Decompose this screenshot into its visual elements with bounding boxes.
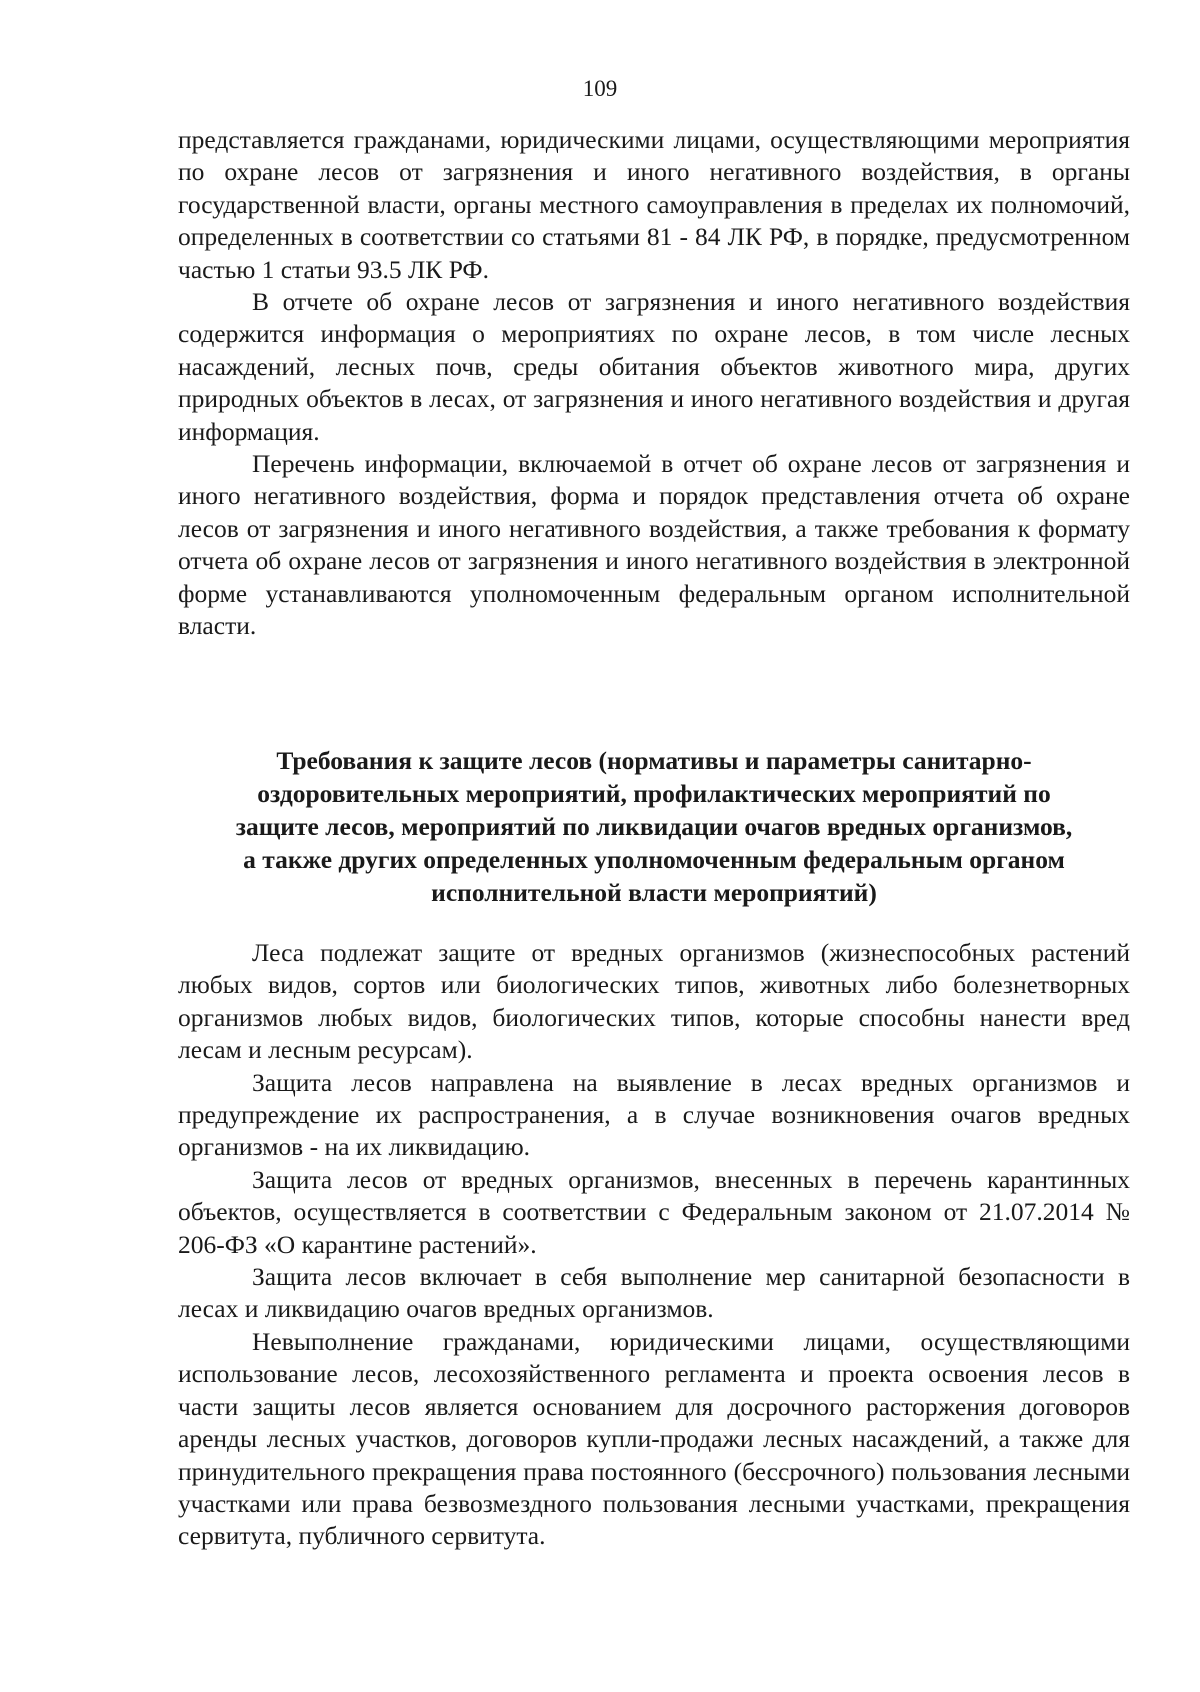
heading-line: а также других определенных уполномоченным федеральным органом <box>243 845 1065 874</box>
section-heading <box>178 744 1130 909</box>
text-section-1 <box>178 124 1130 643</box>
paragraph-quarantine: Защита лесов от вредных организмов, внесенных в перечень карантинных объектов, осуществляется в соответствии с Федеральным законом от 21.07.2014 № 206-ФЗ «О карантине растений». <box>178 1164 1130 1259</box>
paragraph-report-contents: В отчете об охране лесов от загрязнения и иного негативного воздействия содержится информация о мероприятиях по охране лесов, в том числе лесных насаждений, лесных почв, среды обитания объектов животного мира, других природных объектов в лесах, от загрязнения и иного негативного воздействия и другая информация. <box>178 287 1130 446</box>
heading-line: Требования к защите лесов (нормативы и параметры санитарно- <box>276 746 1032 775</box>
paragraph-report-format: Перечень информации, включаемой в отчет об охране лесов от загрязнения и иного негативного воздействия, форма и порядок представления отчета об охране лесов от загрязнения и иного негативного воздействия, а также требования к формату отчета об охране лесов от загрязнения и иного негативного воздействия в электронной форме устанавливаются уполномоченным федеральным органом исполнительной власти. <box>178 449 1130 641</box>
paragraph-non-compliance: Невыполнение гражданами, юридическими лицами, осуществляющими использование лесов, лесохозяйственного регламента и проекта освоения лесов в части защиты лесов является основанием для досрочного расторжения договоров аренды лесных участков, договоров купли-продажи лесных насаждений, а также для принудительного прекращения права постоянного (бессрочного) пользования лесными участками или права безвозмездного пользования лесными участками, прекращения сервитута, публичного сервитута. <box>178 1326 1130 1551</box>
heading-line: исполнительной власти мероприятий) <box>431 878 877 907</box>
paragraph-sanitary-measures: Защита лесов включает в себя выполнение мер санитарной безопасности в лесах и ликвидацию очагов вредных организмов. <box>178 1262 1130 1324</box>
paragraph-forest-protection: Леса подлежат защите от вредных организмов (жизнеспособных растений любых видов, сортов или биологических типов, животных либо болезнетворных организмов любых видов, биологических типов, которые способны нанести вред лесам и лесным ресурсам). <box>178 938 1130 1065</box>
page-number: 109 <box>582 76 618 101</box>
heading-line: оздоровительных мероприятий, профилактических мероприятий по <box>257 779 1051 808</box>
text-section-2 <box>178 937 1130 1553</box>
paragraph-protection-aims: Защита лесов направлена на выявление в лесах вредных организмов и предупреждение их распространения, а в случае возникновения очагов вредных организмов - на их ликвидацию. <box>178 1067 1130 1162</box>
heading-line: защите лесов, мероприятий по ликвидации очагов вредных организмов, <box>235 812 1073 841</box>
paragraph-continuation: представляется гражданами, юридическими лицами, осуществляющими мероприятия по охране лесов от загрязнения и иного негативного воздействия, в органы государственной власти, органы местного самоуправления в пределах их полномочий, определенных в соответствии со статьями 81 - 84 ЛК РФ, в порядке, предусмотренном частью 1 статьи 93.5 ЛК РФ. <box>178 125 1130 284</box>
